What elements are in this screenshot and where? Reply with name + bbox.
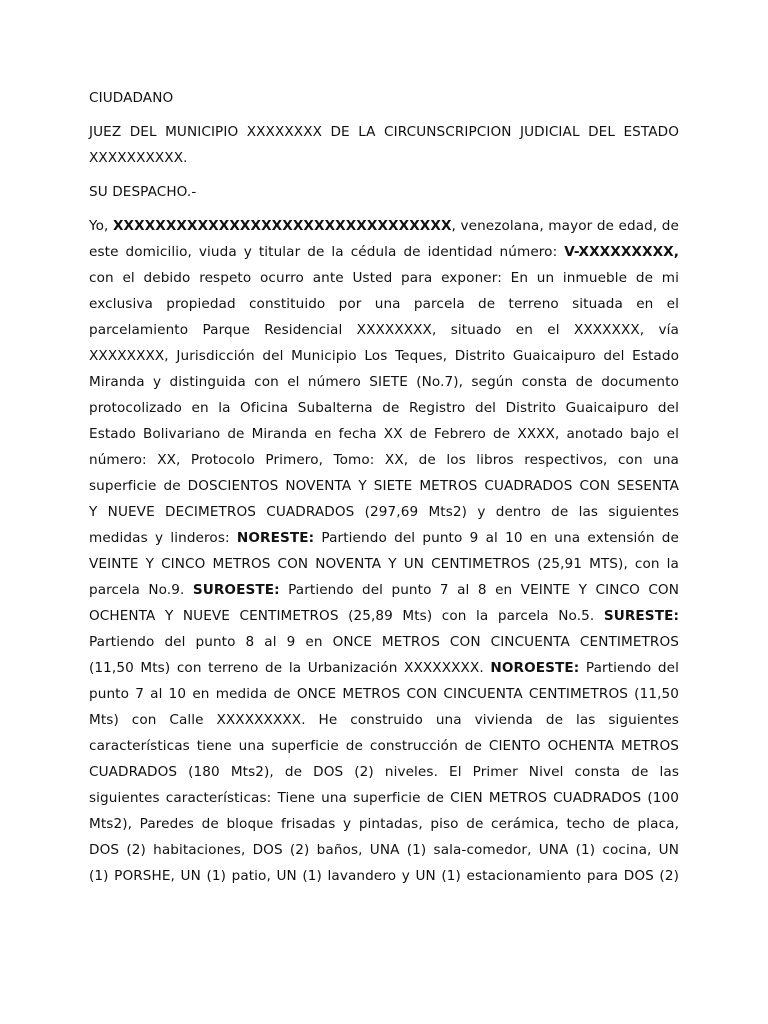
body-line-26: (1) PORSHE, UN (1) patio, UN (1) lavandero y UN (1) estacionamiento para DOS (2) bbox=[89, 868, 679, 884]
body-line-20: Mts) con Calle XXXXXXXXX. He construido una vivienda de las siguientes bbox=[89, 712, 679, 728]
body-line-21: características tiene una superficie de construcción de CIENTO OCHENTA METROS bbox=[89, 738, 679, 754]
office-line: SU DESPACHO.- bbox=[89, 184, 197, 200]
body-line-25: DOS (2) habitaciones, DOS (2) baños, UNA (1) sala-comedor, UNA (1) cocina, UN bbox=[89, 842, 679, 858]
body-line-9: Estado Bolivariano de Miranda en fecha XX de Febrero de XXXX, anotado bajo el bbox=[89, 426, 679, 442]
document-page bbox=[89, 85, 679, 889]
body-line-11: superficie de DOSCIENTOS NOVENTA Y SIETE METROS CUADRADOS CON SESENTA bbox=[89, 478, 679, 494]
body-line-4: exclusiva propiedad constituido por una parcela de terreno situada en el bbox=[89, 296, 679, 312]
boundary-suroeste: SUROESTE: bbox=[192, 582, 280, 598]
judge-line-1: JUEZ DEL MUNICIPIO XXXXXXXX DE LA CIRCUNSCRIPCION JUDICIAL DEL ESTADO bbox=[89, 124, 679, 140]
body-line-18: (11,50 Mts) con terreno de la Urbanización XXXXXXXX. NOROESTE: Partiendo del bbox=[89, 660, 679, 676]
body-line-16: OCHENTA Y NUEVE CENTIMETROS (25,89 Mts) con la parcela No.5. SURESTE: bbox=[89, 608, 679, 624]
body-line-5: parcelamiento Parque Residencial XXXXXXXX, situado en el XXXXXXX, vía bbox=[89, 322, 679, 338]
addressee-line: CIUDADANO bbox=[89, 90, 174, 106]
boundary-sureste: SURESTE: bbox=[603, 608, 679, 624]
body-line-8: protocolizado en la Oficina Subalterna de Registro del Distrito Guaicaipuro del bbox=[89, 400, 679, 416]
body-line-2: este domicilio, viuda y titular de la cédula de identidad número: V-XXXXXXXXX, bbox=[89, 244, 679, 260]
body-line-19: punto 7 al 10 en medida de ONCE METROS CON CINCUENTA CENTIMETROS (11,50 bbox=[89, 686, 679, 702]
body-line-1: Yo, XXXXXXXXXXXXXXXXXXXXXXXXXXXXXXXX, venezolana, mayor de edad, de bbox=[89, 218, 679, 234]
body-line-6: XXXXXXXX, Jurisdicción del Municipio Los Teques, Distrito Guaicaipuro del Estado bbox=[89, 348, 679, 364]
body-line-12: Y NUEVE DECIMETROS CUADRADOS (297,69 Mts2) y dentro de las siguientes bbox=[89, 504, 679, 520]
body-line-22: CUADRADOS (180 Mts2), de DOS (2) niveles. El Primer Nivel consta de las bbox=[89, 764, 679, 780]
body-line-14: VEINTE Y CINCO METROS CON NOVENTA Y UN CENTIMETROS (25,91 MTS), con la bbox=[89, 556, 679, 572]
body-line-24: Mts2), Paredes de bloque frisadas y pintadas, piso de cerámica, techo de placa, bbox=[89, 816, 679, 832]
body-line-10: número: XX, Protocolo Primero, Tomo: XX, de los libros respectivos, con una bbox=[89, 452, 679, 468]
body-paragraph bbox=[89, 213, 679, 889]
body-line-3: con el debido respeto ocurro ante Usted para exponer: En un inmueble de mi bbox=[89, 270, 679, 286]
body-line-13: medidas y linderos: NORESTE: Partiendo del punto 9 al 10 en una extensión de bbox=[89, 530, 679, 546]
boundary-noreste: NORESTE: bbox=[236, 530, 315, 546]
boundary-noroeste: NOROESTE: bbox=[490, 660, 580, 676]
id-number: V-XXXXXXXXX, bbox=[564, 244, 679, 260]
petitioner-name: XXXXXXXXXXXXXXXXXXXXXXXXXXXXXXXX bbox=[112, 218, 452, 234]
body-line-17: Partiendo del punto 8 al 9 en ONCE METROS CON CINCUENTA CENTIMETROS bbox=[89, 634, 679, 650]
body-line-15: parcela No.9. SUROESTE: Partiendo del punto 7 al 8 en VEINTE Y CINCO CON bbox=[89, 582, 679, 598]
body-line-23: siguientes características: Tiene una superficie de CIEN METROS CUADRADOS (100 bbox=[89, 790, 679, 806]
body-line-7: Miranda y distinguida con el número SIETE (No.7), según consta de documento bbox=[89, 374, 679, 390]
judge-line-2: XXXXXXXXXX. bbox=[89, 150, 188, 166]
